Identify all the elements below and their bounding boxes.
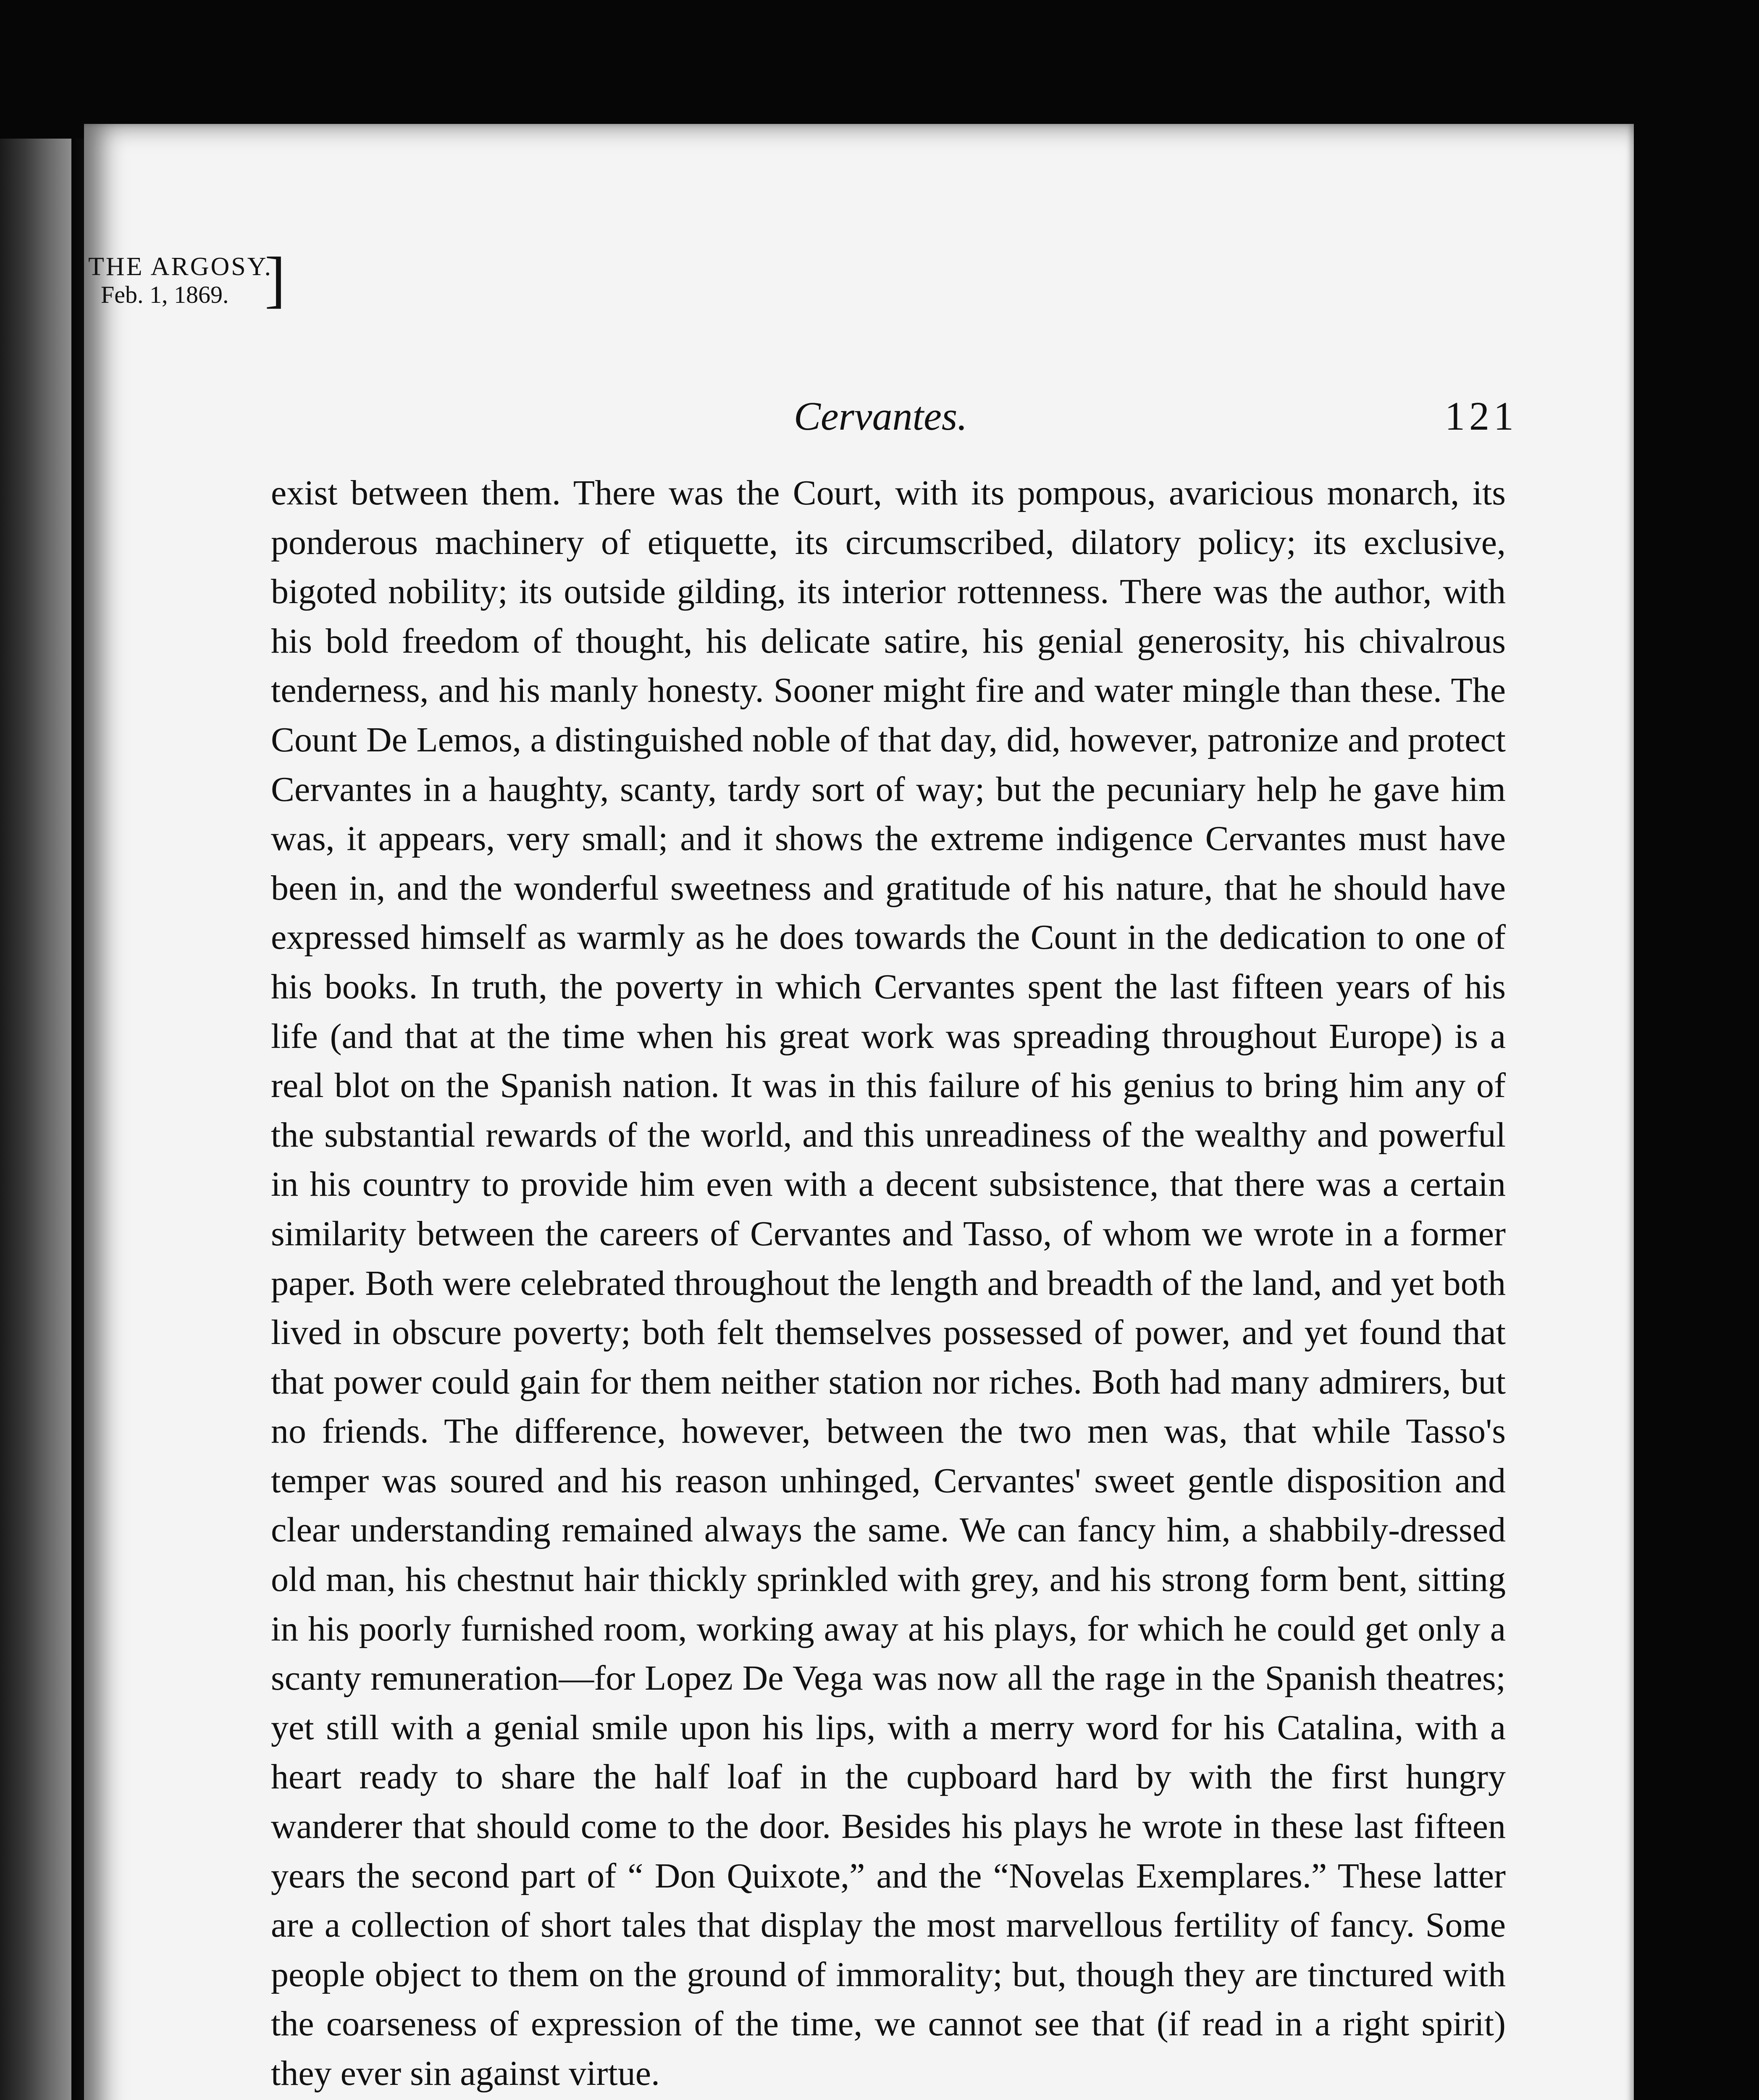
paragraph-2 (271, 2098, 1506, 2100)
journal-name: THE ARGOSY. (88, 252, 273, 281)
left-page-edge (0, 139, 71, 2100)
page-number: 121 (1445, 394, 1518, 438)
article-body (271, 468, 1506, 2100)
book-page (84, 124, 1634, 2100)
running-title: Cervantes. (794, 394, 968, 438)
issue-date: Feb. 1, 1869. (101, 281, 229, 308)
paragraph-1: exist between them. There was the Court, with its pompous, avaricious monarch, its ponderous machinery of etiquette, its circumscribed, dilatory policy; its exclusive, bigoted nobility; its outside gilding, its interior rottenness. There was the author, with his bold freedom of thought, his delicate satire, his genial generosity, his chivalrous tenderness, and his manly honesty. Sooner might fire and water mingle than these. The Count De Lemos, a distinguished noble of that day, did, however, patronize and protect Cervantes in a haughty, scanty, tardy sort of way; but the pecuniary help he gave him was, it appears, very small; and it shows the extreme indigence Cervantes must have been in, and the wonderful sweetness and gratitude of his nature, that he should have expressed himself as warmly as he does towards the Count in the dedication to one of his books. In truth, the poverty in which Cervantes spent the last fifteen years of his life (and that at the time when his great work was spreading throughout Europe) is a real blot on the Spanish nation. It was in this failure of his genius to bring him any of the substantial rewards of the world, and this unreadiness of the wealthy and powerful in his country to provide him even with a decent subsistence, that there was a certain similarity between the careers of Cervantes and Tasso, of whom we wrote in a former paper. Both were celebrated throughout the length and breadth of the land, and yet both lived in obscure poverty; both felt themselves possessed of power, and yet found that that power could gain for them neither station nor riches. Both had many admirers, but no friends. The difference, however, between the two men was, that while Tasso's temper was soured and his reason unhinged, Cervantes' sweet gentle disposition and clear understanding remained always the same. We can fancy him, a shabbily-dressed old man, his chestnut hair thickly sprinkled with grey, and his strong form bent, sitting in his poorly furnished room, working away at his plays, for which he could get only a scanty remuneration—for Lopez De Vega was now all the rage in the Spanish theatres; yet still with a genial smile upon his lips, with a merry word for his Catalina, with a heart ready to share the half loaf in the cupboard hard by with the first hungry wanderer that should come to the door. Besides his plays he wrote in these last fifteen years the second part of “ Don Quixote,” and the “Novelas Exemplares.” These latter are a collection of short tales that display the most marvellous fertility of fancy. Some people object to them on the ground of immorality; but, though they are tinctured with the coarseness of expression of the time, we cannot see that (if read in a right spirit) they ever sin against virtue. (271, 473, 1506, 2093)
head-bracket: ] (265, 244, 286, 314)
